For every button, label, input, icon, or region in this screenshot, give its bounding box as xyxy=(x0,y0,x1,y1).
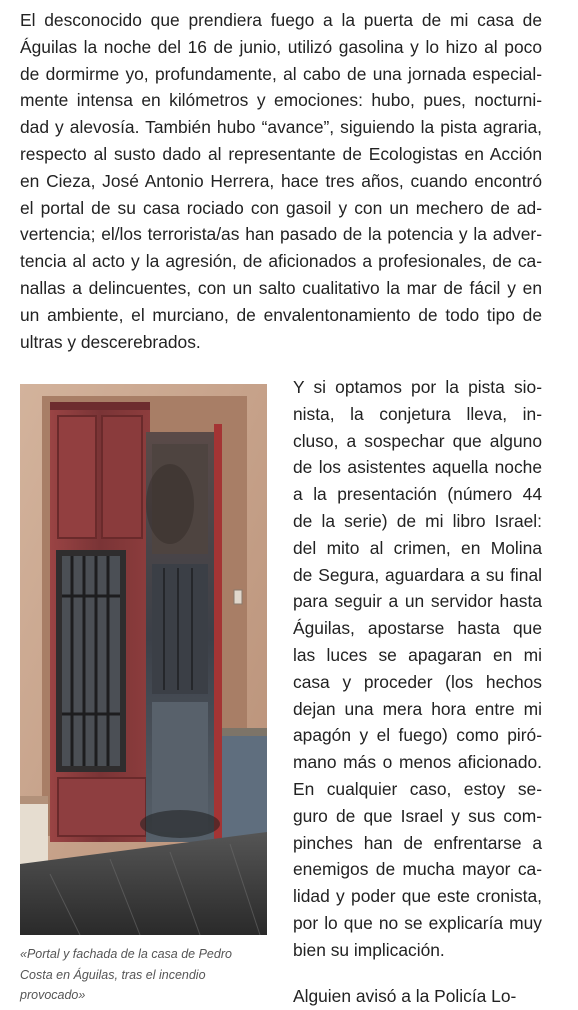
text-line: Alguien avisó a la Policía Lo- xyxy=(293,986,517,1006)
text-line: vertencia; el/los terrorista/as han pasado de la potencia y la adver- xyxy=(20,224,542,245)
text-line: ultras y descerebrados. xyxy=(20,331,201,352)
text-line: por lo que no se explicaría muy xyxy=(293,912,542,933)
text-line: Águilas la noche del 16 de junio, utilizó gasolina y lo hizo al poco xyxy=(20,36,542,57)
article-paragraph-2 xyxy=(293,374,542,964)
text-line: del mito al crimen, en Molina xyxy=(293,537,542,558)
text-line: dejan una mera hora entre mi xyxy=(293,698,542,719)
text-line: Y si optamos por la pista sio- xyxy=(293,377,542,397)
text-line: nista, la conjetura lleva, in- xyxy=(293,403,542,424)
text-line: a la presentación (número 44 xyxy=(293,484,542,505)
text-line: pinches han de enfrentarse a xyxy=(293,832,542,853)
text-line: respecto al susto dado al representante de Ecologistas en Acción xyxy=(20,143,542,164)
text-line: mente intensa en kilómetros y emociones: hubo, pues, nocturni- xyxy=(20,90,542,111)
text-line: cluso, a sospechar que alguno xyxy=(293,430,542,451)
text-line: de los asistentes aquella noche xyxy=(293,457,542,478)
text-line: casa y proceder (los hechos xyxy=(293,671,542,692)
text-line: de dormirme yo, profundamente, al cabo de una jornada especial- xyxy=(20,63,542,84)
text-line: en Cieza, José Antonio Herrera, hace tres años, cuando encontró xyxy=(20,170,542,191)
text-line: bien su implicación. xyxy=(293,939,445,960)
text-line: un ambiente, el murciano, de envalentonamiento de todo tipo de xyxy=(20,304,542,325)
text-line: Águilas, apostarse hasta que xyxy=(293,618,542,639)
figure-caption: «Portal y fachada de la casa de Pedro Costa en Águilas, tras el incendio provocado» xyxy=(20,947,232,1002)
text-line: de Segura, aguardara a su final xyxy=(293,564,542,585)
text-line: El desconocido que prendiera fuego a la puerta de mi casa de xyxy=(20,10,542,30)
text-line: las luces se apagaran en mi xyxy=(293,644,542,665)
text-line: mano más o menos aficionado. xyxy=(293,752,542,773)
article-figure xyxy=(20,384,267,1006)
text-line: nallas a delincuentes, con un salto cualitativo la mar de fácil y en xyxy=(20,277,542,298)
text-line: guro de que Israel y sus com- xyxy=(293,805,542,826)
text-line: para seguir a un servidor hasta xyxy=(293,591,542,612)
burnt-doorway-photo xyxy=(20,384,267,935)
text-line: apagón y el fuego) como piró- xyxy=(293,725,542,746)
text-line: En cualquier caso, estoy se- xyxy=(293,778,542,799)
article-paragraph-1 xyxy=(20,7,542,355)
text-line: tencia al acto y la agresión, de aficionados a profesionales, de ca- xyxy=(20,251,542,272)
text-line: lidad y poder que este cronista, xyxy=(293,886,542,907)
text-line: de la serie) de mi libro Israel: xyxy=(293,510,542,531)
text-line: el portal de su casa rociado con gasoil y con un mechero de ad- xyxy=(20,197,542,218)
text-line: enemigos de mucha mayor ca- xyxy=(293,859,542,880)
text-line: dad y alevosía. También hubo “avance”, siguiendo la pista agraria, xyxy=(20,117,542,138)
